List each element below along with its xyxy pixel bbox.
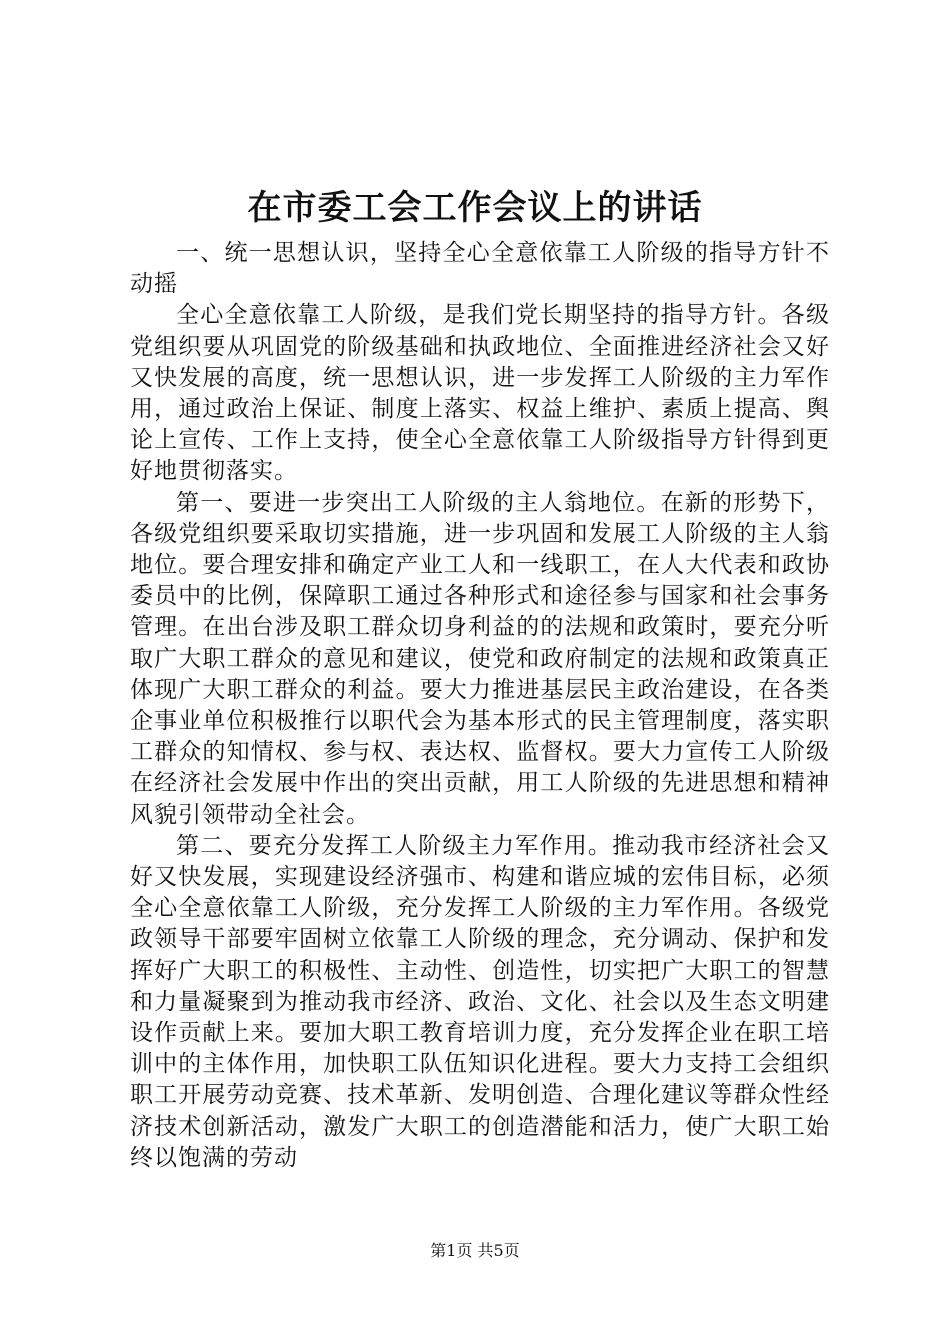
document-title: 在市委工会工作会议上的讲话 (247, 188, 703, 228)
body-paragraph: 全心全意依靠工人阶级，是我们党长期坚持的指导方针。各级党组织要从巩固党的阶级基础和执政地位、全面推进经济社会又好又快发展的高度，统一思想认识，进一步发挥工人阶级的主力军作用，通过政治上保证、制度上落实、权益上维护、素质上提高、舆论上宣传、工作上支持，使全心全意依靠工人阶级指导方针得到更好地贯彻落实。 (130, 302, 830, 485)
page-number-footer: 第1页 共5页 (430, 1241, 520, 1260)
body-paragraph: 第一、要进一步突出工人阶级的主人翁地位。在新的形势下，各级党组织要采取切实措施，进一步巩固和发展工人阶级的主人翁地位。要合理安排和确定产业工人和一线职工，在人大代表和政协委员中的比例，保障职工通过各种形式和途径参与国家和社会事务管理。在出台涉及职工群众切身利益的的法规和政策时，要充分听取广大职工群众的意见和建议，使党和政府制定的法规和政策真正体现广大职工群众的利益。要大力推进基层民主政治建设，在各类企事业单位积极推行以职代会为基本形式的民主管理制度，落实职工群众的知情权、参与权、表达权、监督权。要大力宣传工人阶级在经济社会发展中作出的突出贡献，用工人阶级的先进思想和精神风貌引领带动全社会。 (130, 489, 830, 828)
body-paragraph: 第二、要充分发挥工人阶级主力军作用。推动我市经济社会又好又快发展，实现建设经济强市、构建和谐应城的宏伟目标，必须全心全意依靠工人阶级，充分发挥工人阶级的主力军作用。各级党政领导干部要牢固树立依靠工人阶级的理念，充分调动、保护和发挥好广大职工的积极性、主动性、创造性，切实把广大职工的智慧和力量凝聚到为推动我市经济、政治、文化、社会以及生态文明建设作贡献上来。要加大职工教育培训力度，充分发挥企业在职工培训中的主体作用，加快职工队伍知识化进程。要大力支持工会组织职工开展劳动竞赛、技术革新、发明创造、合理化建议等群众性经济技术创新活动，激发广大职工的创造潜能和活力，使广大职工始终以饱满的劳动 (130, 832, 830, 1171)
section-heading: 一、统一思想认识，坚持全心全意依靠工人阶级的指导方针不动摇 (130, 240, 830, 298)
document-body (130, 238, 830, 1174)
